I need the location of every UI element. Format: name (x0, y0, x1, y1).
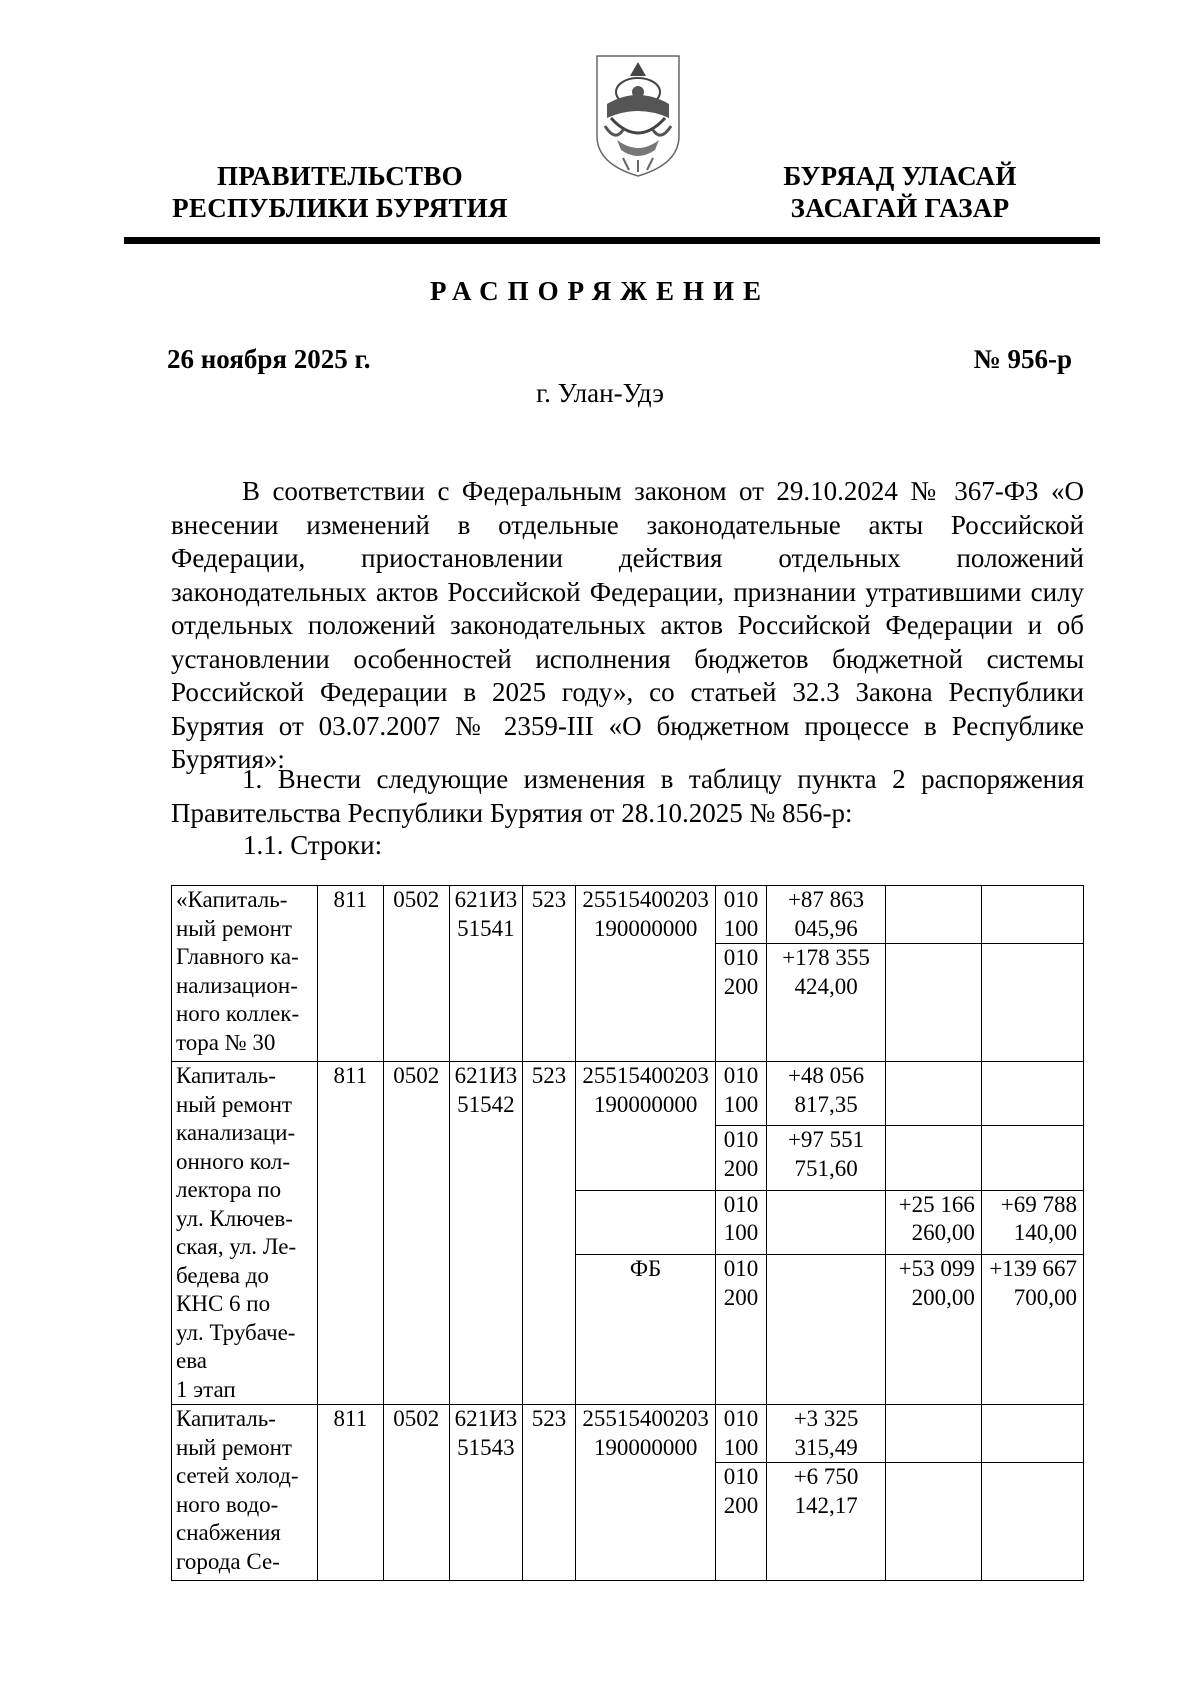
kosgu-cell: 010 200 (716, 1126, 766, 1190)
issuer-name-buryat (740, 160, 1060, 224)
amount-year3-cell (981, 1062, 1083, 1126)
amount-year3-cell: +69 788 140,00 (981, 1190, 1083, 1254)
code-cell: 25515400203 190000000 (575, 1405, 715, 1581)
preamble-text: В соответствии с Федеральным законом от 29.10.2024 № 367-ФЗ «О внесении изменений в отдельные законодательные акты Российской Федерации, приостановлении действия отдельных положений законодательных актов Российской Федерации, признании утратившими силу отдельных положений законодательных актов Российской Федерации и об установлении особенностей исполнения бюджетов бюджетной системы Российской Федерации в 2025 году», со статьей 32.3 Закона Республики Бурятия от 03.07.2007 № 2359-III «О бюджетном процессе в Республике Бурятия»: (171, 476, 1084, 774)
amount-cell: +87 863 045,96 (766, 886, 886, 944)
amount-year2-cell: +53 099 200,00 (886, 1255, 981, 1405)
amount-cell: +97 551 751,60 (766, 1126, 886, 1190)
code-cell (575, 1190, 715, 1254)
amount-year3-cell: +139 667 700,00 (981, 1255, 1083, 1405)
grbs-cell: 811 (317, 1405, 383, 1581)
object-name-cell: Капиталь- ный ремонт сетей холод- ного водо- снабжения города Се- (172, 1405, 318, 1581)
issuer-name-russian (150, 160, 530, 224)
code-cell: 25515400203 190000000 (575, 1062, 715, 1191)
document-type: РАСПОРЯЖЕНИЕ (429, 276, 771, 306)
kosgu-cell: 010 200 (716, 1255, 766, 1405)
issuer-buryat-line-2: ЗАСАГАЙ ГАЗАР (790, 193, 1010, 223)
csr-cell: 621И3 51543 (449, 1405, 523, 1581)
kosgu-cell: 010 200 (716, 1463, 766, 1581)
amount-cell (766, 1190, 886, 1254)
rzpr-cell: 0502 (383, 886, 449, 1062)
rzpr-cell: 0502 (383, 1405, 449, 1581)
amount-year3-cell (981, 886, 1083, 944)
vr-cell: 523 (523, 1062, 576, 1405)
code-cell: 25515400203 190000000 (575, 886, 715, 1062)
amount-year3-cell (981, 1126, 1083, 1190)
amount-cell: +6 750 142,17 (766, 1463, 886, 1581)
issuer-buryat-line-1: БУРЯАД УЛАСАЙ (783, 161, 1017, 191)
object-name-cell: Капиталь- ный ремонт канализаци- онного кол- лектора по ул. Ключев- ская, ул. Ле- бедева до КНС 6 по ул. Трубаче- ева 1 этап (172, 1062, 318, 1405)
kosgu-cell: 010 100 (716, 1190, 766, 1254)
issuer-line-1: ПРАВИТЕЛЬСТВО (217, 161, 463, 191)
item-1-1-label: 1.1. Строки: (243, 830, 383, 860)
kosgu-cell: 010 100 (716, 1062, 766, 1126)
funding-source-cell: ФБ (575, 1255, 715, 1405)
amount-year2-cell (886, 886, 981, 944)
table-row (172, 1062, 1084, 1126)
kosgu-cell: 010 100 (716, 886, 766, 944)
object-name-cell: «Капиталь- ный ремонт Главного ка- нализацион- ного коллек- тора № 30 (172, 886, 318, 1062)
coat-of-arms-emblem (593, 52, 683, 180)
item-1-paragraph (171, 763, 1084, 830)
grbs-cell: 811 (317, 886, 383, 1062)
amount-year2-cell: +25 166 260,00 (886, 1190, 981, 1254)
item-1-text: 1. Внести следующие изменения в таблицу пункта 2 распоряжения Правительства Республики Бурятия от 28.10.2025 № 856-р: (171, 764, 1084, 828)
amount-year3-cell (981, 1463, 1083, 1581)
amount-year2-cell (886, 1062, 981, 1126)
amount-year3-cell (981, 1405, 1083, 1463)
table-row (172, 886, 1084, 944)
vr-cell: 523 (523, 1405, 576, 1581)
csr-cell: 621И3 51542 (449, 1062, 523, 1405)
header-divider (124, 237, 1100, 244)
document-date: 26 ноября 2025 г. (167, 344, 371, 374)
table-row (172, 1405, 1084, 1463)
amount-cell: +3 325 315,49 (766, 1405, 886, 1463)
vr-cell: 523 (523, 886, 576, 1062)
document-number: № 956-р (973, 344, 1072, 374)
preamble-paragraph (171, 475, 1084, 777)
rzpr-cell: 0502 (383, 1062, 449, 1405)
amount-year2-cell (886, 1126, 981, 1190)
amount-cell: +178 355 424,00 (766, 944, 886, 1062)
document-city: г. Улан-Удэ (536, 378, 664, 408)
kosgu-cell: 010 200 (716, 944, 766, 1062)
amount-cell: +48 056 817,35 (766, 1062, 886, 1126)
amount-year2-cell (886, 1405, 981, 1463)
budget-table (171, 885, 1084, 1581)
amount-year2-cell (886, 944, 981, 1062)
grbs-cell: 811 (317, 1062, 383, 1405)
csr-cell: 621И3 51541 (449, 886, 523, 1062)
amount-year3-cell (981, 944, 1083, 1062)
amount-cell (766, 1255, 886, 1405)
issuer-line-2: РЕСПУБЛИКИ БУРЯТИЯ (172, 193, 508, 223)
amount-year2-cell (886, 1463, 981, 1581)
kosgu-cell: 010 100 (716, 1405, 766, 1463)
